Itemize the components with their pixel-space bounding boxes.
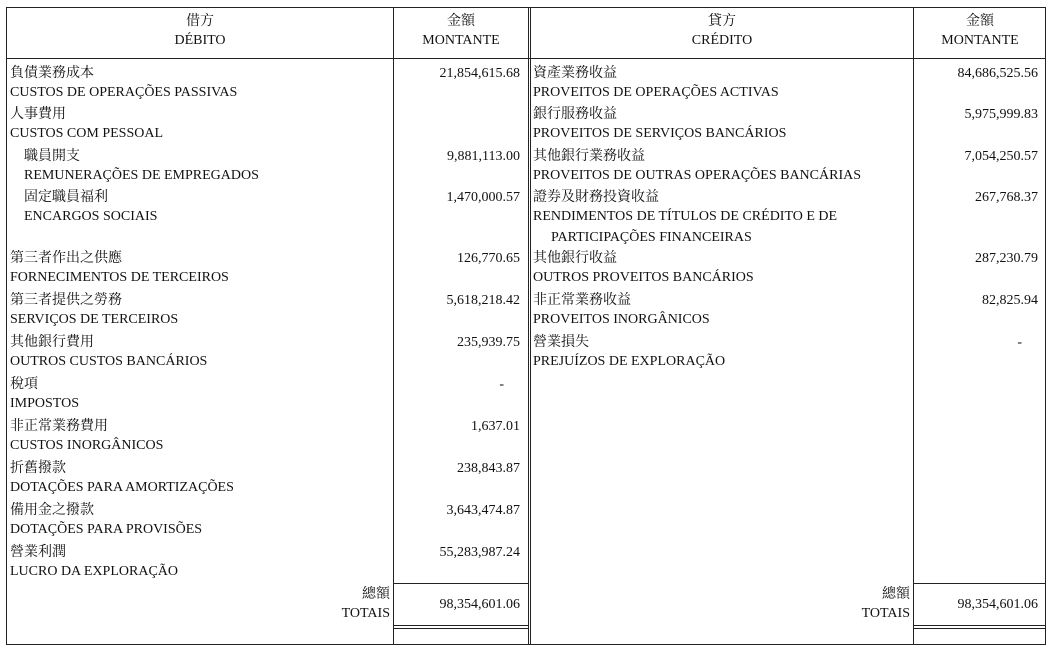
debit-row-label-zh: 備用金之撥款: [10, 503, 94, 518]
credit-header: [531, 12, 913, 50]
debit-row-label-pt: CUSTOS INORGÂNICOS: [10, 438, 164, 453]
center-divider-right: [530, 7, 531, 645]
credit-total-line-1: [913, 625, 1046, 626]
debit-row-amount: 3,643,474.87: [446, 503, 520, 518]
credit-amount-header-pt: MONTANTE: [941, 33, 1019, 48]
debit-row-label-zh: 其他銀行費用: [10, 335, 94, 350]
credit-amount-divider: [913, 7, 914, 645]
credit-row-amount: 267,768.37: [975, 190, 1038, 205]
debit-row-label-pt: CUSTOS COM PESSOAL: [10, 126, 164, 141]
debit-row-amount: 1,637.01: [471, 419, 520, 434]
debit-row-amount: 126,770.65: [457, 251, 520, 266]
credit-row-amount: -: [1017, 335, 1022, 350]
debit-row-label-zh: 第三者作出之供應: [10, 251, 122, 266]
debit-row-label-zh: 營業利潤: [10, 545, 66, 560]
debit-total-top-line: [393, 583, 528, 584]
debit-row-label-pt: DOTAÇÕES PARA AMORTIZAÇÕES: [10, 480, 234, 495]
credit-row-amount: 287,230.79: [975, 251, 1038, 266]
credit-total-amount: 98,354,601.06: [957, 597, 1038, 612]
debit-row-amount: 235,939.75: [457, 335, 520, 350]
credit-total-top-line: [913, 583, 1046, 584]
credit-row-label-pt: RENDIMENTOS DE TÍTULOS DE CRÉDITO E DE: [533, 209, 838, 224]
debit-row-label-pt: IMPOSTOS: [10, 396, 79, 411]
debit-row-amount: 21,854,615.68: [439, 66, 520, 81]
debit-header: [7, 12, 393, 50]
credit-row-label-zh: 其他銀行業務收益: [533, 149, 645, 164]
credit-totals-label: [820, 585, 910, 623]
credit-row-amount: 7,054,250.57: [964, 149, 1038, 164]
credit-totals-label-zh: 總額: [882, 587, 910, 602]
debit-row-amount: 55,283,987.24: [439, 545, 520, 560]
credit-row-label-zh: 證券及財務投資收益: [533, 190, 659, 205]
debit-amount-header-zh: 金額: [447, 14, 475, 29]
debit-row-label-pt: SERVIÇOS DE TERCEIROS: [10, 312, 179, 327]
page-corner-mark: [930, 0, 970, 4]
debit-totals-label-pt: TOTAIS: [341, 606, 390, 621]
debit-row-amount: 9,881,113.00: [447, 149, 520, 164]
debit-row-amount: 1,470,000.57: [446, 190, 520, 205]
debit-amount-header-pt: MONTANTE: [422, 33, 500, 48]
credit-row-label-pt: PREJUÍZOS DE EXPLORAÇÃO: [533, 354, 726, 369]
credit-amount-header-zh: 金額: [966, 14, 994, 29]
debit-row-label-zh: 折舊撥款: [10, 461, 66, 476]
debit-row-label-zh: 職員開支: [24, 149, 80, 164]
debit-row-label-pt: ENCARGOS SOCIAIS: [24, 209, 158, 224]
credit-header-zh: 貸方: [708, 14, 736, 29]
credit-row-label-zh: 營業損失: [533, 335, 589, 350]
credit-row-label-zh: 銀行服務收益: [533, 107, 617, 122]
debit-row-amount: -: [499, 377, 504, 392]
credit-row-label-pt: PROVEITOS DE SERVIÇOS BANCÁRIOS: [533, 126, 787, 141]
debit-row-label-zh: 第三者提供之勞務: [10, 293, 122, 308]
debit-totals-label: [300, 585, 390, 623]
credit-row-label-pt: OUTROS PROVEITOS BANCÁRIOS: [533, 270, 754, 285]
debit-row-label-pt: OUTROS CUSTOS BANCÁRIOS: [10, 354, 208, 369]
debit-row-label-pt: REMUNERAÇÕES DE EMPREGADOS: [24, 168, 259, 183]
debit-total-line-1: [393, 625, 528, 626]
debit-header-zh: 借方: [186, 14, 214, 29]
credit-row-label-zh: 非正常業務收益: [533, 293, 631, 308]
debit-row-label-zh: 負債業務成本: [10, 66, 94, 81]
debit-row-label-pt: LUCRO DA EXPLORAÇÃO: [10, 564, 179, 579]
debit-row-label-zh: 人事費用: [10, 107, 66, 122]
debit-row-label-zh: 非正常業務費用: [10, 419, 108, 434]
credit-row-label-pt-continued: PARTICIPAÇÕES FINANCEIRAS: [551, 230, 752, 245]
header-divider: [6, 58, 1046, 59]
debit-row-label-zh: 稅項: [10, 377, 38, 392]
debit-total-line-2: [393, 628, 528, 629]
debit-totals-label-zh: 總額: [362, 587, 390, 602]
credit-row-label-pt: PROVEITOS DE OUTRAS OPERAÇÕES BANCÁRIAS: [533, 168, 862, 183]
credit-row-label-zh: 其他銀行收益: [533, 251, 617, 266]
credit-header-pt: CRÉDITO: [691, 33, 753, 48]
debit-row-amount: 238,843.87: [457, 461, 520, 476]
credit-row-label-zh: 資產業務收益: [533, 66, 617, 81]
credit-amount-header: [914, 12, 1046, 50]
debit-row-label-pt: CUSTOS DE OPERAÇÕES PASSIVAS: [10, 85, 238, 100]
debit-row-label-pt: FORNECIMENTOS DE TERCEIROS: [10, 270, 229, 285]
credit-row-amount: 84,686,525.56: [957, 66, 1038, 81]
credit-row-label-pt: PROVEITOS INORGÂNICOS: [533, 312, 710, 327]
debit-header-pt: DÉBITO: [174, 33, 226, 48]
debit-row-label-pt: DOTAÇÕES PARA PROVISÕES: [10, 522, 203, 537]
debit-total-amount: 98,354,601.06: [439, 597, 520, 612]
credit-row-label-pt: PROVEITOS DE OPERAÇÕES ACTIVAS: [533, 85, 779, 100]
credit-total-line-2: [913, 628, 1046, 629]
debit-row-label-zh: 固定職員福利: [24, 190, 108, 205]
credit-row-amount: 82,825.94: [982, 293, 1038, 308]
credit-totals-label-pt: TOTAIS: [861, 606, 910, 621]
debit-row-amount: 5,618,218.42: [446, 293, 520, 308]
debit-amount-header: [394, 12, 528, 50]
center-divider-left: [528, 7, 529, 645]
credit-row-amount: 5,975,999.83: [964, 107, 1038, 122]
